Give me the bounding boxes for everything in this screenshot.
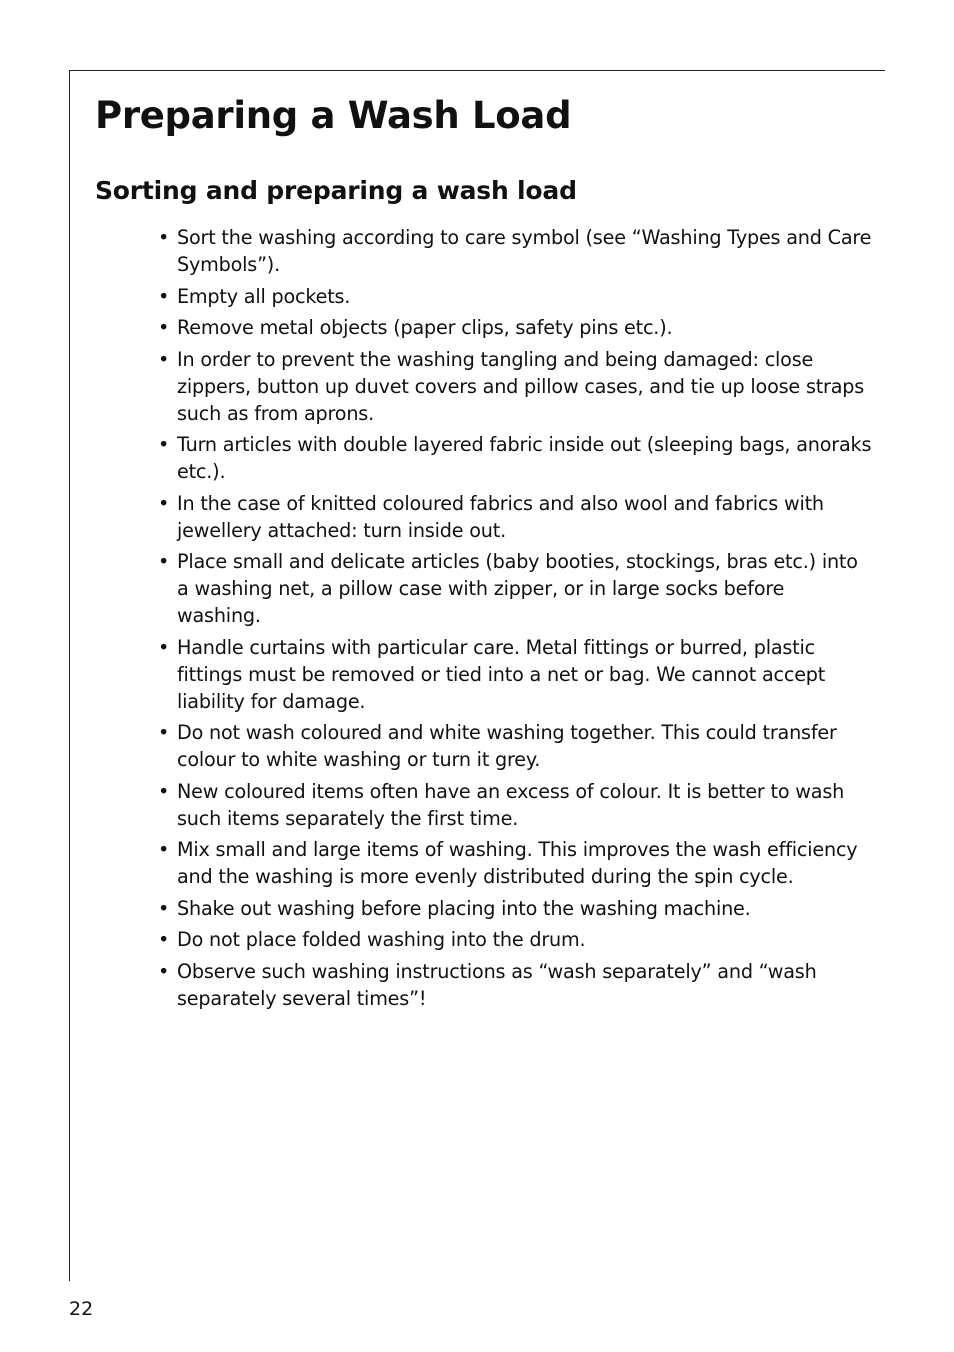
- list-item: • Sort the washing according to care symbol (see “Washing Types and Care Symbols”).: [158, 224, 873, 278]
- list-item: • Remove metal objects (paper clips, safety pins etc.).: [158, 314, 873, 341]
- list-item: • Shake out washing before placing into the washing machine.: [158, 895, 873, 922]
- bullet-list: [158, 224, 873, 1016]
- list-item: • Mix small and large items of washing. This improves the wash efficiency and the washing is more evenly distributed during the spin cycle.: [158, 836, 873, 890]
- list-item: • In the case of knitted coloured fabrics and also wool and fabrics with jewellery attached: turn inside out.: [158, 490, 873, 544]
- frame-top-rule: [69, 70, 885, 71]
- list-item: • Do not wash coloured and white washing together. This could transfer colour to white washing or turn it grey.: [158, 719, 873, 773]
- list-item: • Place small and delicate articles (baby booties, stockings, bras etc.) into a washing net, a pillow case with zipper, or in large socks before washing.: [158, 548, 873, 629]
- list-item: • In order to prevent the washing tangling and being damaged: close zippers, button up duvet covers and pillow cases, and tie up loose straps such as from aprons.: [158, 346, 873, 427]
- list-item: • Observe such washing instructions as “wash separately” and “wash separately several times”!: [158, 958, 873, 1012]
- list-item: • Empty all pockets.: [158, 283, 873, 310]
- section-title: Sorting and preparing a wash load: [95, 176, 577, 205]
- page-title: Preparing a Wash Load: [95, 94, 572, 137]
- list-item: • Do not place folded washing into the drum.: [158, 926, 873, 953]
- list-item: • New coloured items often have an excess of colour. It is better to wash such items separately the first time.: [158, 778, 873, 832]
- list-item: • Turn articles with double layered fabric inside out (sleeping bags, anoraks etc.).: [158, 431, 873, 485]
- page-number: 22: [69, 1298, 94, 1320]
- frame-left-rule: [69, 70, 70, 1281]
- list-item: • Handle curtains with particular care. Metal fittings or burred, plastic fittings must be removed or tied into a net or bag. We cannot accept liability for damage.: [158, 634, 873, 715]
